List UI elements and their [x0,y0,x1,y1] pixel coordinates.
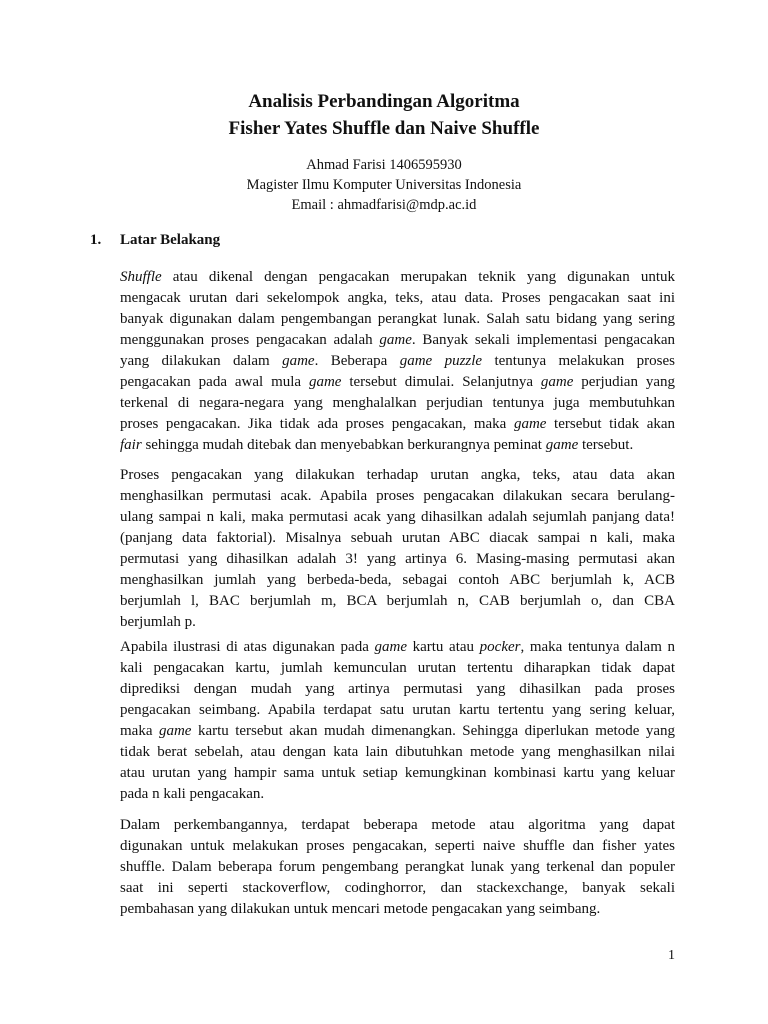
paragraph-1 [120,267,675,456]
paragraph-line: Proses pengacakan yang dilakukan terhadap urutan angka, teks, atau data akan [120,467,675,483]
paragraph-line: fair sehingga mudah ditebak dan menyebabkan berkurangnya peminat game tersebut. [120,437,634,453]
author-email: Email : ahmadfarisi@mdp.ac.id [291,197,477,213]
paragraph-line: kali pengacakan kartu, jumlah kemunculan urutan tertentu diharapkan tidak dapat [120,660,675,676]
paragraph-line: menghasilkan jumlah yang berbeda-beda, sebagai contoh ABC berjumlah k, ACB [120,572,675,588]
paragraph-line: digunakan untuk melakukan proses pengacakan, seperti naive shuffle dan fisher yates [120,838,675,854]
paragraph-line: maka game kartu tersebut akan mudah dimenangkan. Sehingga diperlukan metode yang [120,723,676,739]
paragraph-line: (panjang data faktorial). Misalnya sebuah urutan ABC diacak sampai n kali, maka [120,530,675,546]
paragraph-line: mengacak urutan dari sekelompok angka, teks, atau data. Proses pengacakan saat ini [120,290,675,306]
paragraph-line: yang dilakukan dalam game. Beberapa game puzzle tentunya melakukan proses [120,353,675,369]
paragraph-line: berjumlah l, BAC berjumlah m, BCA berjumlah n, CAB berjumlah o, dan CBA [120,593,675,609]
paragraph-line: diprediksi dengan mudah yang artinya permutasi yang dihasilkan pada proses [120,681,675,697]
paragraph-line: saat ini seperti stackoverflow, codinghorror, dan stackexchange, banyak sekali [120,880,675,896]
section-title: Latar Belakang [120,232,221,248]
paragraph-line: pengacakan pada awal mula game tersebut dimulai. Selanjutnya game perjudian yang [120,374,675,390]
paragraph-line: atau urutan yang hampir sama untuk setiap kemungkinan kombinasi kartu yang keluar [120,765,675,781]
paragraph-4 [120,815,675,920]
paragraph-line: banyak digunakan dalam pengembangan perangkat lunak. Salah satu bidang yang sering [120,311,675,327]
section-number: 1. [90,232,102,248]
paragraph-line: pada n kali pengacakan. [120,786,265,802]
paragraph-line: tidak berat sebelah, atau dengan kata lain dibutuhkan metode yang menghasilkan nilai [120,744,675,760]
paragraph-line: proses pengacakan. Jika tidak ada proses pengacakan, maka game tersebut tidak akan [120,416,676,432]
paragraph-2 [120,465,675,633]
paragraph-line: permutasi yang dihasilkan adalah 3! yang artinya 6. Masing-masing permutasi akan [120,551,675,567]
paragraph-line: pembahasan yang dilakukan untuk mencari metode pengacakan yang seimbang. [120,901,601,917]
paragraph-line: shuffle. Dalam beberapa forum pengembang perangkat lunak yang terkenal dan populer [120,859,675,875]
paragraph-line: terkenal di negara-negara yang menghalalkan perjudian tentunya juga membutuhkan [120,395,675,411]
paragraph-line: menghasilkan permutasi acak. Apabila proses pengacakan dilakukan secara berulang- [120,488,675,504]
paragraph-line: Dalam perkembangannya, terdapat beberapa metode atau algoritma yang dapat [120,817,675,833]
author-affiliation: Magister Ilmu Komputer Universitas Indonesia [246,177,522,193]
paragraph-3 [120,637,675,805]
section-heading [90,232,220,249]
title-line-1: Analisis Perbandingan Algoritma [248,91,520,112]
paper-title [0,88,768,142]
page-number: 1 [668,948,675,963]
paragraph-line: Apabila ilustrasi di atas digunakan pada game kartu atau pocker, maka tentunya dalam n [120,639,675,655]
author-name: Ahmad Farisi 1406595930 [306,157,462,173]
author-block [0,155,768,215]
paragraph-line: pengacakan seimbang. Apabila terdapat satu urutan kartu tertentu yang sering keluar, [120,702,675,718]
paragraph-line: ulang sampai n kali, maka permutasi acak yang dihasilkan adalah sejumlah panjang data! [120,509,675,525]
paragraph-line: berjumlah p. [120,614,196,630]
paragraph-line: menggunakan proses pengacakan adalah game. Banyak sekali implementasi pengacakan [120,332,675,348]
paragraph-line: Shuffle atau dikenal dengan pengacakan merupakan teknik yang digunakan untuk [120,269,675,285]
title-line-2: Fisher Yates Shuffle dan Naive Shuffle [228,118,540,139]
